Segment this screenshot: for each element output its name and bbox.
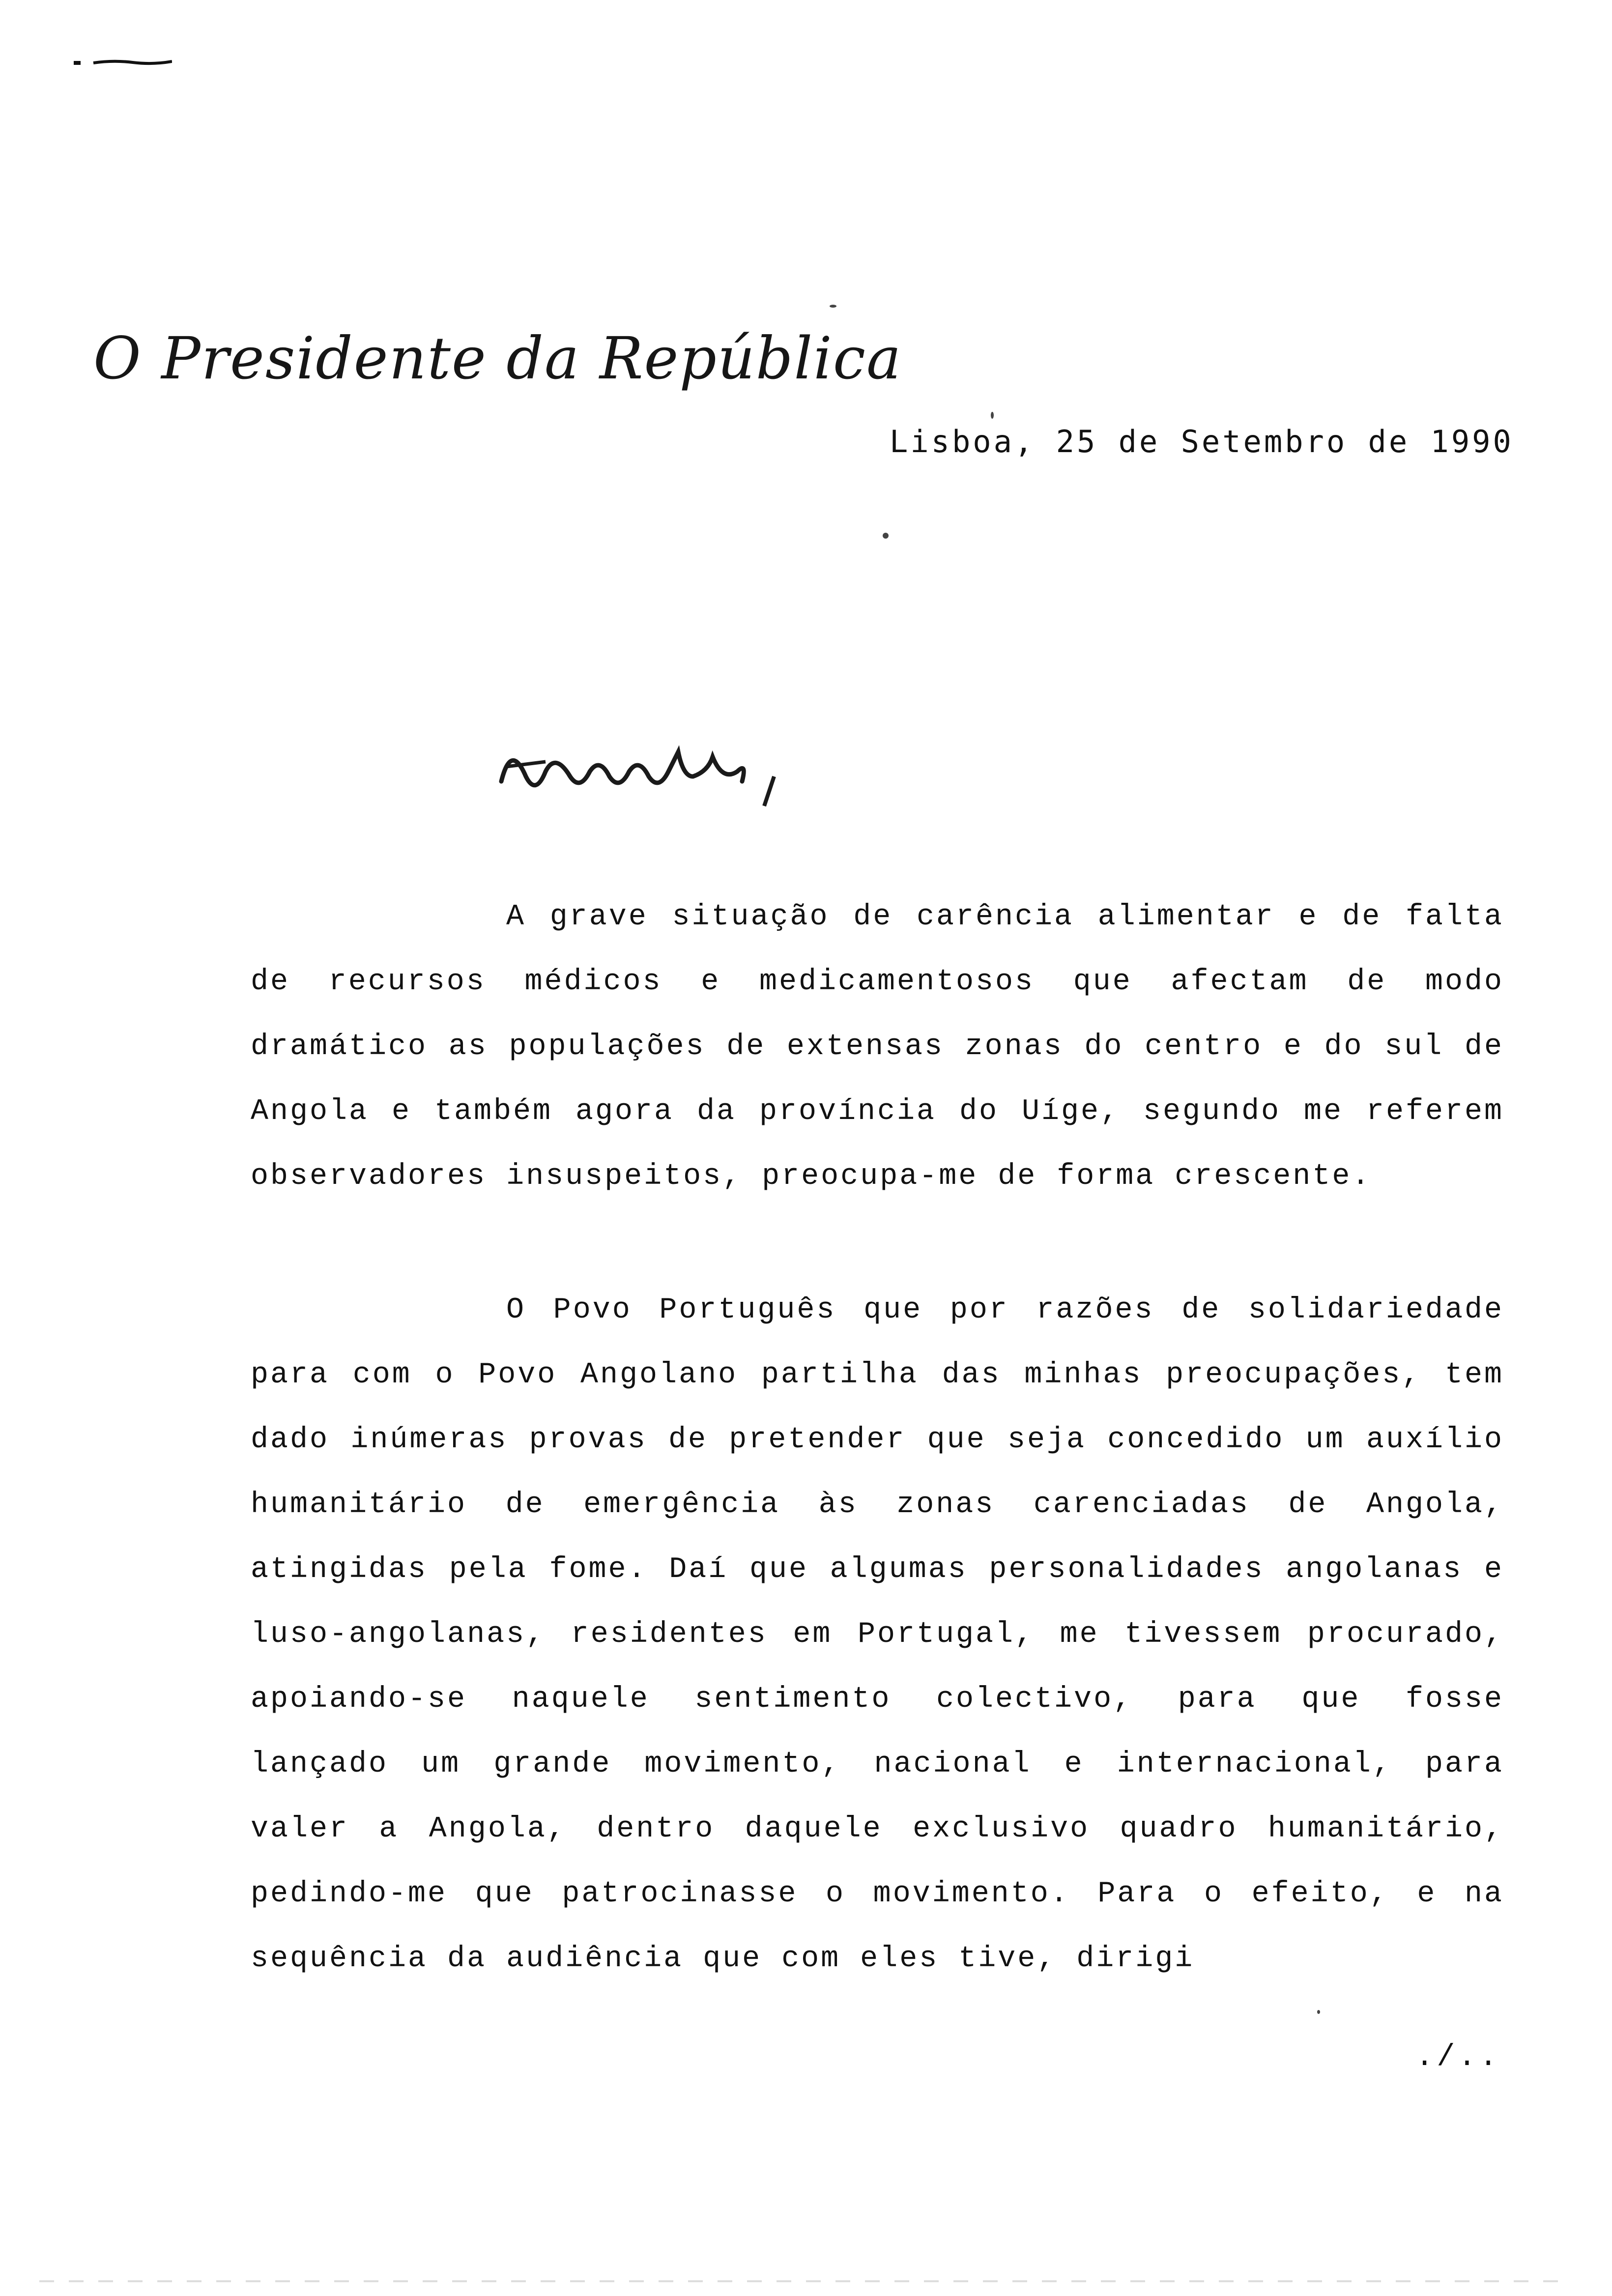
ink-speck xyxy=(1317,2010,1320,2014)
corner-mark xyxy=(74,59,172,66)
salutation-handwritten xyxy=(491,722,796,835)
body-paragraph-2: O Povo Português que por razões de solidariedade para com o Povo Angolano partilha das minhas preocupações, tem dado inúmeras provas de pretender que seja concedido um auxílio humanitário de emergência às zonas carenciadas de Angola, atingidas pela fome. Daí que algumas personalidades angolanas e luso-angolanas, residentes em Portugal, me tivessem procurado, apoiando-se naquele sentimento colectivo, para que fosse lançado um grande movimento, nacional e internacional, para valer a Angola, dentro daquele exclusivo quadro humanitário, pedindo-me que patrocinasse o movimento. Para o efeito, e na sequência da audiência que com eles tive, dirigi xyxy=(251,1293,1504,1976)
ink-speck xyxy=(883,533,889,539)
body-paragraph-1: A grave situação de carência alimentar e de falta de recursos médicos e medicamentosos que afectam de modo dramático as populações de extensas zonas do centro e do sul de Angola e também agora da província do Uíge, segundo me referem observadores insuspeitos, preocupa-me de forma crescente. xyxy=(251,900,1504,1193)
ink-speck xyxy=(991,412,994,419)
scan-edge xyxy=(39,2280,1573,2282)
salutation-signature-image xyxy=(491,722,796,821)
dateline: Lisboa, 25 de Setembro de 1990 xyxy=(890,424,1514,459)
ink-speck xyxy=(830,305,836,308)
letterhead: O Presidente da República xyxy=(93,324,902,392)
continuation-mark: ./.. xyxy=(1415,2039,1500,2074)
